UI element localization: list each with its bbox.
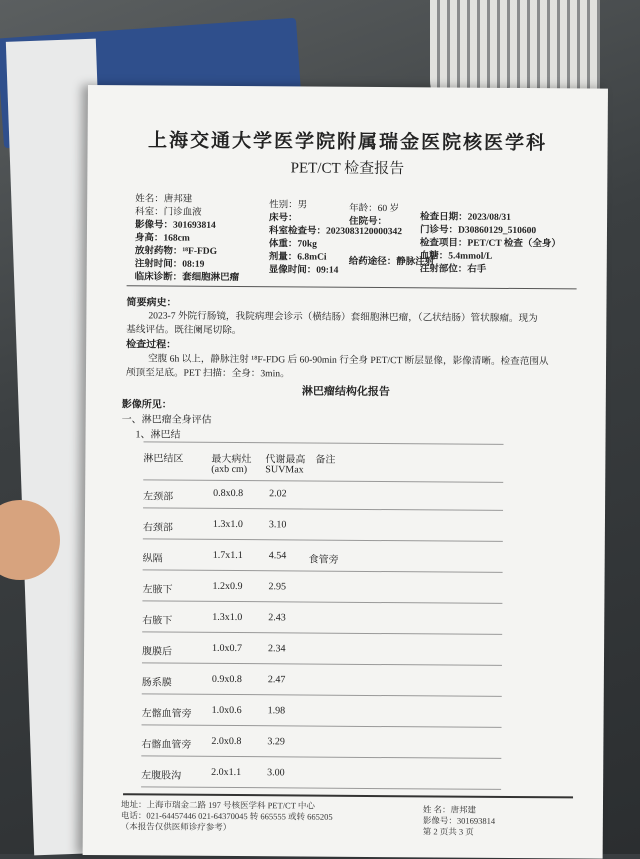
- table-rule: [142, 600, 502, 604]
- cell-region: 左髂血管旁: [141, 708, 192, 720]
- hospital-name: 上海交通大学医学院附属瑞金医院核医学科: [148, 130, 548, 155]
- patient-tracer: 放射药物：¹⁸F-FDG: [134, 246, 218, 257]
- table-rule: [143, 507, 503, 511]
- patient-exam-date: 检查日期：2023/08/31: [420, 212, 511, 223]
- cell-size: 1.7x1.1: [212, 549, 243, 562]
- footer-right: [423, 804, 495, 838]
- table-rule: [141, 786, 501, 790]
- footer-page: 第 2 页共 3 页: [422, 826, 474, 837]
- process-text-1: 空腹 6h 以上，静脉注射 ¹⁸F-FDG 后 60-90min 行全身 PET/CT 断层显像，影像清晰。检查范围从: [148, 353, 549, 368]
- patient-dept: 科室：门诊血液: [135, 207, 202, 218]
- cell-note: 食管旁: [308, 554, 339, 566]
- section-title: 淋巴瘤结构化报告: [301, 385, 390, 399]
- patient-diagnosis: 临床诊断：套细胞淋巴瘤: [134, 272, 240, 284]
- patient-exam-no: 科室检查号：2023083120000342: [268, 226, 403, 238]
- col-header-suv: 代谢最高: [265, 454, 306, 466]
- report-page: [83, 85, 608, 859]
- cell-suv: 2.95: [268, 581, 287, 593]
- cell-size: 0.9x0.8: [211, 673, 242, 686]
- table-rule: [142, 631, 502, 635]
- cell-size: 1.0x0.7: [212, 642, 243, 655]
- table-rule: [143, 538, 503, 542]
- process-text-2: 颅顶至足底。PET 扫描：全身：3min。: [125, 367, 290, 380]
- patient-info-col3: [420, 211, 561, 277]
- cell-suv: 4.54: [268, 550, 287, 562]
- table-rule: [142, 662, 502, 666]
- cell-size: 0.8x0.8: [213, 487, 244, 500]
- report-title: PET/CT 检查报告: [290, 160, 405, 178]
- cell-region: 纵隔: [142, 553, 163, 565]
- footer-address: 地址：上海市瑞金二路 197 号核医学科 PET/CT 中心: [120, 799, 315, 811]
- divider-top: [127, 285, 577, 289]
- table-rule: [143, 569, 503, 573]
- patient-name: 姓名：唐邦建: [135, 194, 193, 205]
- cell-suv: 3.10: [268, 519, 287, 531]
- patient-height: 身高：168cm: [134, 233, 190, 244]
- cell-region: 右颈部: [142, 522, 173, 534]
- patient-route: 给药途径：静脉注射: [348, 256, 435, 268]
- cell-region: 肠系膜: [141, 677, 172, 689]
- col-header-note: 备注: [315, 454, 336, 466]
- history-text-1: 2023-7 外院行肠镜，我院病理会诊示（横结肠）套细胞淋巴瘤，（乙状结肠）管状腺瘤。现为: [148, 310, 538, 325]
- patient-inject-time: 注射时间：08:19: [134, 259, 205, 270]
- cell-region: 腹膜后: [142, 646, 173, 658]
- cell-size: 1.0x0.6: [211, 704, 242, 717]
- cell-region: 右髂血管旁: [141, 739, 192, 751]
- cell-region: 左腹股沟: [141, 770, 182, 782]
- table-rule: [141, 755, 501, 759]
- cell-suv: 2.02: [269, 488, 287, 500]
- col-header-size: 最大病灶: [211, 453, 252, 466]
- cell-suv: 2.34: [268, 643, 286, 655]
- table-rule: [144, 441, 504, 445]
- footer-left: [121, 799, 333, 833]
- patient-info-col1: [135, 193, 240, 285]
- cell-size: 2.0x0.8: [211, 735, 242, 748]
- cell-size: 1.2x0.9: [212, 580, 243, 593]
- findings-label: 影像所见：: [121, 399, 172, 411]
- history-text-2: 基线评估。既往阑尾切除。: [126, 324, 242, 337]
- cell-size: 1.3x1.0: [212, 518, 243, 531]
- footer-image-no: 影像号：301693814: [422, 815, 496, 826]
- col-subheader-suv: SUVMax: [265, 464, 304, 476]
- patient-clinic-no: 门诊号：D30860129_510600: [419, 225, 537, 237]
- patient-exam-item: 检查项目：PET/CT 检查（全身）: [419, 238, 561, 250]
- divider-bottom: [123, 793, 573, 798]
- patient-age: 年龄：60 岁: [349, 203, 400, 215]
- patient-glucose: 血糖：5.4mmol/L: [419, 251, 493, 262]
- cell-suv: 2.43: [268, 612, 286, 624]
- cell-suv: 1.98: [267, 705, 286, 717]
- col-subheader-size: (axb cm): [211, 463, 248, 476]
- cell-suv: 3.29: [267, 736, 285, 748]
- footer-phone: 电话：021-64457446 021-64370045 转 665555 或转 665205: [120, 810, 333, 822]
- cell-region: 右腋下: [142, 615, 173, 627]
- table-rule: [143, 479, 503, 483]
- process-label: 检查过程：: [126, 339, 177, 351]
- cell-suv: 3.00: [267, 767, 285, 779]
- footer-name: 姓 名：唐邦建: [422, 804, 477, 815]
- cell-region: 左腋下: [142, 584, 173, 596]
- cell-size: 1.3x1.0: [212, 611, 243, 624]
- cell-suv: 2.47: [267, 674, 286, 686]
- patient-weight: 体重：70kg: [268, 239, 317, 250]
- cell-size: 2.0x1.1: [211, 766, 242, 779]
- patient-inject-site: 注射部位：右手: [419, 264, 487, 275]
- patient-bed: 床号：: [269, 213, 298, 224]
- table-rule: [142, 693, 502, 697]
- history-label: 简要病史：: [126, 297, 177, 309]
- patient-image-no: 影像号：301693814: [134, 220, 216, 231]
- col-header-region: 淋巴结区: [143, 453, 184, 465]
- patient-admission: 住院号：: [349, 216, 388, 228]
- patient-info-col2b: [349, 203, 399, 229]
- table-rule: [142, 724, 502, 728]
- patient-scan-time: 显像时间：09:14: [268, 265, 339, 276]
- patient-sex: 性别：男: [269, 200, 308, 211]
- assessment-heading: 一、淋巴瘤全身评估: [121, 414, 212, 426]
- patient-dose: 剂量：6.8mCi: [268, 252, 327, 263]
- lymph-node-heading: 1、淋巴结: [135, 429, 181, 441]
- cell-region: 左颈部: [143, 491, 174, 503]
- footer-note: （本报告仅供医师诊疗参考）: [120, 821, 232, 833]
